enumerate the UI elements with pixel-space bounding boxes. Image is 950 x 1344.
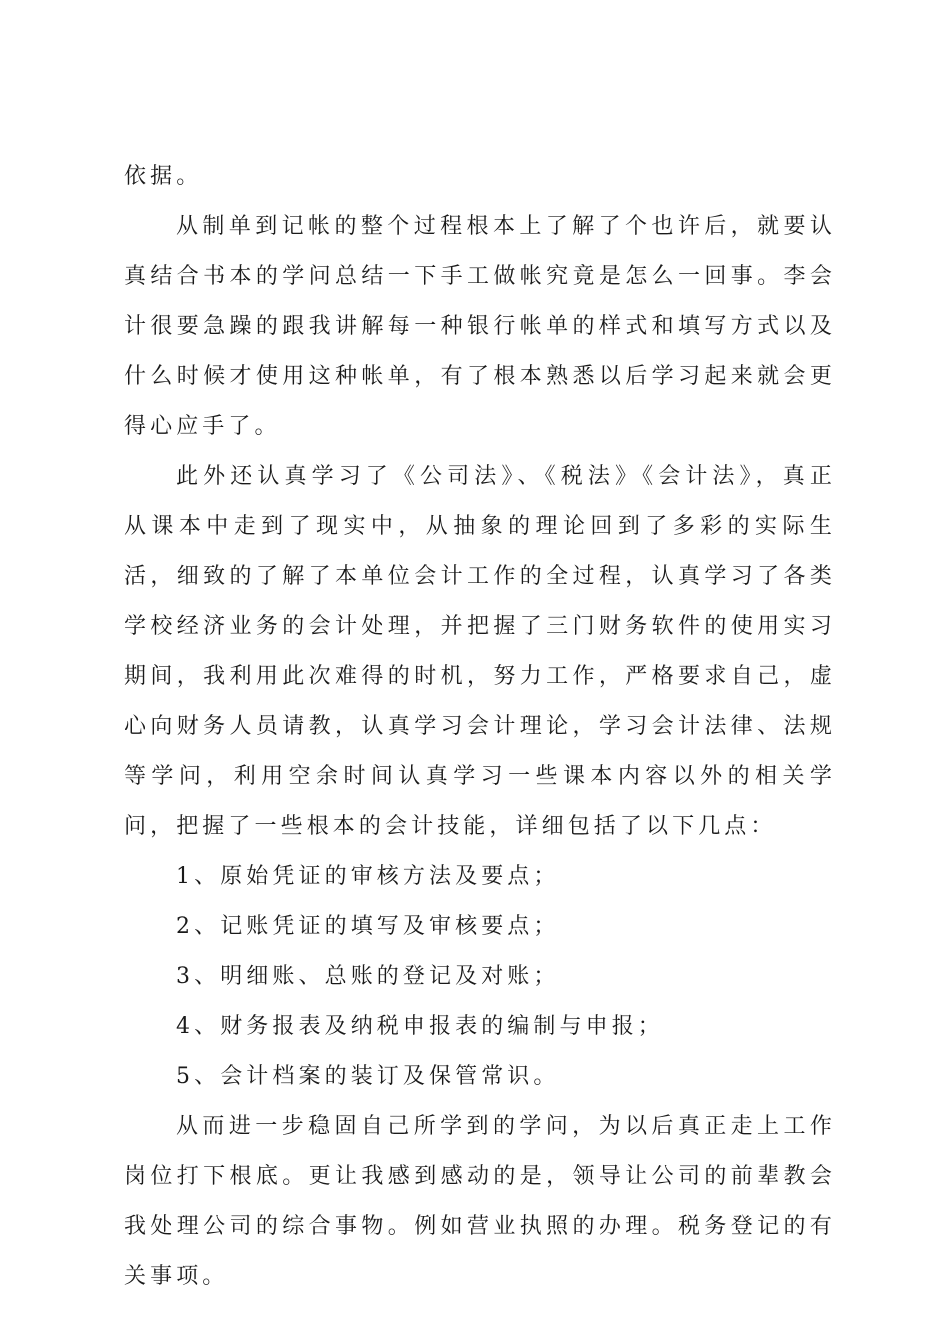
paragraph-bookkeeping-process: 从制单到记帐的整个过程根本上了解了个也许后，就要认真结合书本的学问总结一下手工做帐究竟是怎么一回事。李会计很要急躁的跟我讲解每一种银行帐单的样式和填写方式以及什么时候才使用这种帐单，有了根本熟悉以后学习起来就会更得心应手了。 — [124, 214, 836, 439]
document-body — [124, 152, 836, 1302]
list-item: 5、会计档案的装订及保管常识。 — [176, 1064, 560, 1089]
paragraph-closing: 从而进一步稳固自己所学到的学问，为以后真正走上工作岗位打下根底。更让我感到感动的是，领导让公司的前辈教会我处理公司的综合事物。例如营业执照的办理。税务登记的有关事项。 — [124, 1114, 836, 1289]
list-item: 3、明细账、总账的登记及对账； — [176, 964, 560, 989]
list-item: 2、记账凭证的填写及审核要点； — [176, 914, 560, 939]
paragraph-continuation: 依据。 — [124, 164, 203, 189]
paragraph-laws-study: 此外还认真学习了《公司法》、《税法》《会计法》，真正从课本中走到了现实中，从抽象的理论回到了多彩的实际生活，细致的了解了本单位会计工作的全过程，认真学习了各类学校经济业务的会计处理，并把握了三门财务软件的使用实习期间，我利用此次难得的时机，努力工作，严格要求自己，虚心向财务人员请教，认真学习会计理论，学习会计法律、法规等学问，利用空余时间认真学习一些课本内容以外的相关学问，把握了一些根本的会计技能，详细包括了以下几点： — [124, 464, 836, 839]
list-item: 4、财务报表及纳税申报表的编制与申报； — [176, 1014, 664, 1039]
list-item: 1、原始凭证的审核方法及要点； — [176, 864, 560, 889]
